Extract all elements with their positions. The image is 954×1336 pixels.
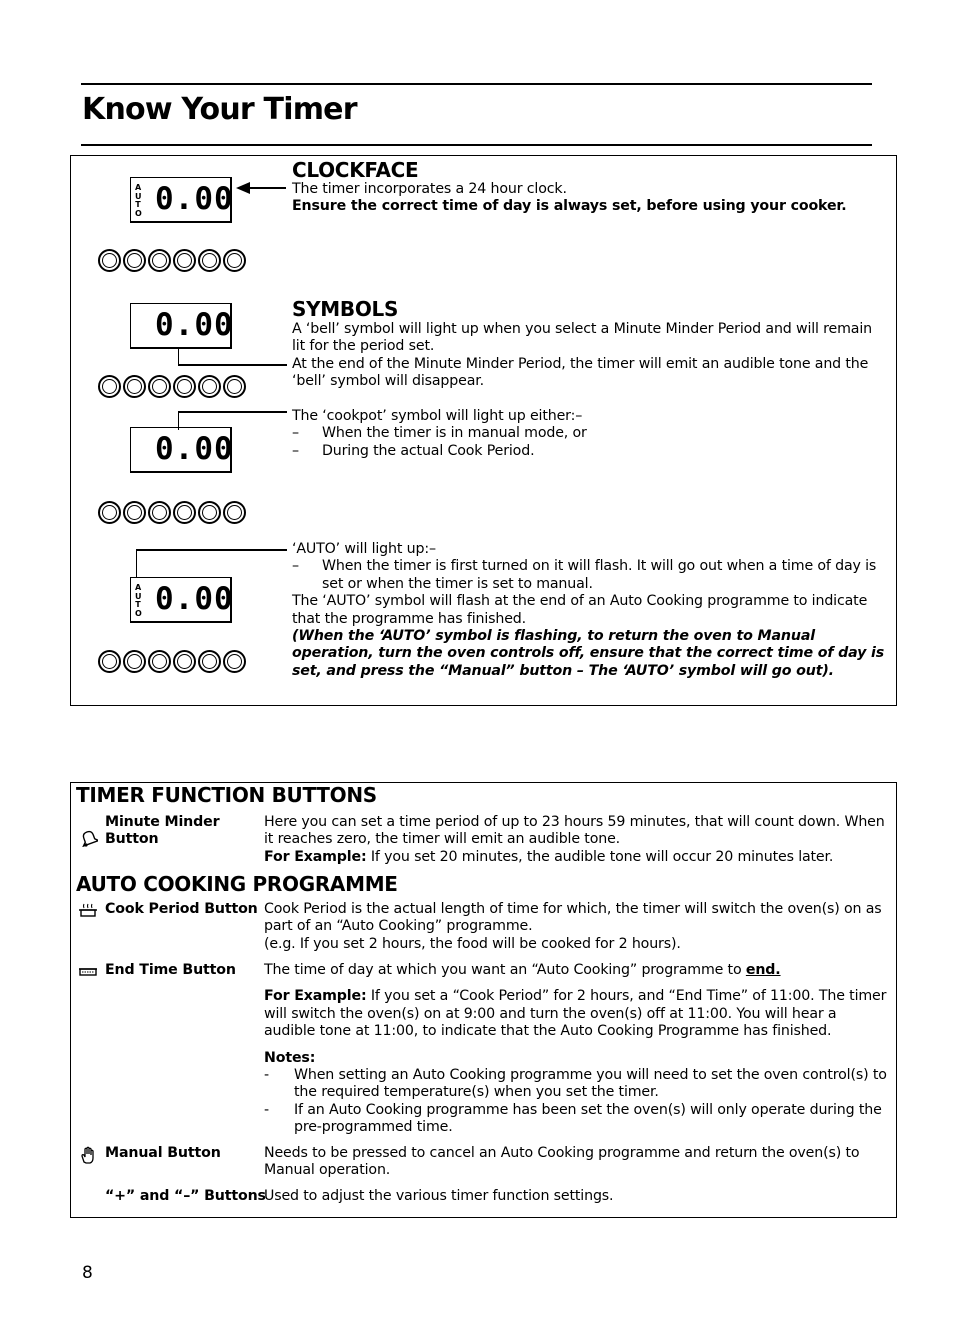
display-digits: 0.00 [155,307,234,343]
plus-minus-label: “+” and “–” Buttons [105,1188,266,1204]
symbols-heading: SYMBOLS [292,297,399,321]
auto-symbol: A U T O [135,183,142,218]
timer-button [98,501,121,524]
timer-display-4 [130,577,232,623]
timer-button [198,249,221,272]
auto-symbol: A U T O [135,583,142,618]
timer-button [173,249,196,272]
button-row-4 [98,650,246,673]
pointer-line-clockface [247,187,286,189]
auto-cooking-programme-heading: AUTO COOKING PROGRAMME [76,872,398,896]
clockface-text: The timer incorporates a 24 hour clock. Ensure the correct time of day is always set, before using your cooker. [292,181,847,215]
arrowhead-icon [236,182,250,194]
timer-button [173,375,196,398]
symbols-bell-text: A ‘bell’ symbol will light up when you select a Minute Minder Period and will remain lit for the period set. At the end of the Minute Minder Period, the timer will emit an audible tone and the ‘bell’ symbol will disappear. [292,321,872,390]
timer-button [223,375,246,398]
timer-display-3 [130,427,232,473]
plus-minus-desc: Used to adjust the various timer function settings. [264,1188,614,1204]
end-time-desc: The time of day at which you want an “Auto Cooking” programme to end. For Example: If you set a “Cook Period” for 2 hours, and “End Time” of 11:00. The timer will switch the oven(s) on at 9:00 and turn the oven(s) off at 11:00. You will hear a audible tone at 11:00, to indicate that the Auto Cooking Programme has finished. Notes: - When setting an Auto Cooking programme you will need to set the oven control(s) to the required temperature(s) when you set the timer. - If an Auto Cooking programme has been set the oven(s) will only operate during the pre-programmed time. [264,962,887,1136]
button-row-3 [98,501,246,524]
timer-button [198,650,221,673]
timer-button [173,501,196,524]
timer-function-buttons-heading: TIMER FUNCTION BUTTONS [76,783,377,807]
minute-minder-label: Minute Minder Button [105,814,220,848]
button-row-1 [98,249,246,272]
timer-button [223,249,246,272]
timer-button [123,249,146,272]
end-time-icon [78,963,98,981]
cookpot-icon [78,902,98,920]
minute-minder-desc: Here you can set a time period of up to 23 hours 59 minutes, that will count down. When it reaches zero, the timer will emit an audible tone. For Example: If you set 20 minutes, the audible tone will occur 20 minutes later. [264,814,885,865]
timer-button [198,375,221,398]
timer-button [223,501,246,524]
pointer-line-auto-h [136,549,287,551]
cook-period-desc: Cook Period is the actual length of time for which, the timer will switch the oven(s) on as part of an “Auto Cooking” programme. (e.g. If you set 2 hours, the food will be cooked for 2 hours). [264,901,882,952]
timer-button [98,650,121,673]
timer-button [123,650,146,673]
hand-icon [78,1146,98,1164]
end-time-label: End Time Button [105,962,236,978]
timer-button [123,501,146,524]
bell-icon [78,829,98,847]
clockface-heading: CLOCKFACE [292,158,419,182]
symbols-cookpot-text: The ‘cookpot’ symbol will light up either:– – When the timer is in manual mode, or – During the actual Cook Period. [292,408,587,459]
page-number: 8 [82,1263,93,1283]
display-digits: 0.00 [155,431,234,467]
timer-button [198,501,221,524]
timer-button [148,249,171,272]
manual-desc: Needs to be pressed to cancel an Auto Cooking programme and return the oven(s) to Manual operation. [264,1145,860,1179]
timer-button [223,650,246,673]
timer-button [148,650,171,673]
timer-button [173,650,196,673]
title-rule-top [81,83,872,85]
timer-button [98,249,121,272]
timer-button [98,375,121,398]
display-digits: 0.00 [155,181,234,217]
cook-period-label: Cook Period Button [105,901,258,917]
pointer-line-auto-v [136,550,137,578]
timer-display-2 [130,303,232,349]
pointer-line-cookpot-h [178,411,287,413]
timer-display-1 [130,177,232,223]
page-title: Know Your Timer [82,92,357,127]
timer-button [123,375,146,398]
pointer-line-bell-v [178,347,179,365]
symbols-auto-text: ‘AUTO’ will light up:– – When the timer is first turned on it will flash. It will go out when a time of day is set or when the timer is set to manual. The ‘AUTO’ symbol will flash at the end of an Auto Cooking programme to indicate that the programme has finished. (When the ‘AUTO’ symbol is flashing, to return the oven to Manual operation, turn the oven controls off, ensure that the correct time of day is set, and press the “Manual” button – The ‘AUTO’ symbol will go out). [292,541,885,679]
button-row-2 [98,375,246,398]
display-digits: 0.00 [155,581,234,617]
title-rule-bottom [81,144,872,146]
manual-label: Manual Button [105,1145,221,1161]
pointer-line-bell-h [178,364,287,366]
timer-button [148,501,171,524]
display-panel-box [70,155,897,706]
timer-button [148,375,171,398]
